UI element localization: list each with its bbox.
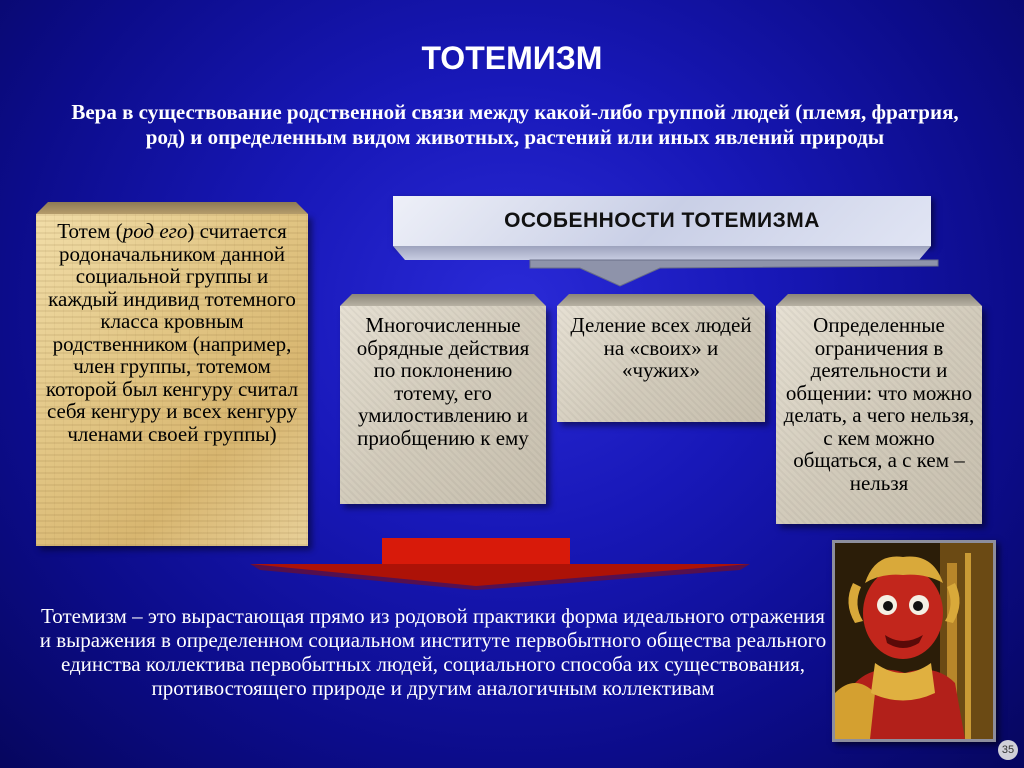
features-header-label: ОСОБЕННОСТИ ТОТЕМИЗМА [504,209,820,232]
page-number-badge: 35 [998,740,1018,760]
totem-description-text: Тотем (род его) считается родоначальником данной социальной группы и каждый индивид тотемного класса кровным родственником (например, член группы, тотемом которой был кенгуру считал себя кенгуру и всех кенгуру членами своей группы) [45,219,299,446]
red-deity-photo [832,540,996,742]
red-deity-statue-image [835,543,993,739]
slide-title: ТОТЕМИЗМ [421,40,603,76]
feature-text: Определенные ограничения в деятельности и общении: что можно делать, а чего нельзя, с кем можно общаться, а с кем – нельзя [783,313,975,495]
totemism-definition: Тотемизм – это вырастающая прямо из родовой практики форма идеального отражения и выражения в определенном социальном институте первобытного общества реального единства коллектива первобытных людей, социального способа их существования, противостоящего природе и другим аналогичным коллективам [39,604,827,700]
slide-subtitle: Вера в существование родственной связи между какой-либо группой людей (племя, фратрия, род) и определенным видом животных, растений или иных явлений природы [71,100,959,149]
feature-text: Деление всех людей на «своих» и «чужих» [570,313,752,382]
feature-text: Многочисленные обрядные действия по поклонению тотему, его умилостивлению и приобщению к ему [356,313,530,450]
